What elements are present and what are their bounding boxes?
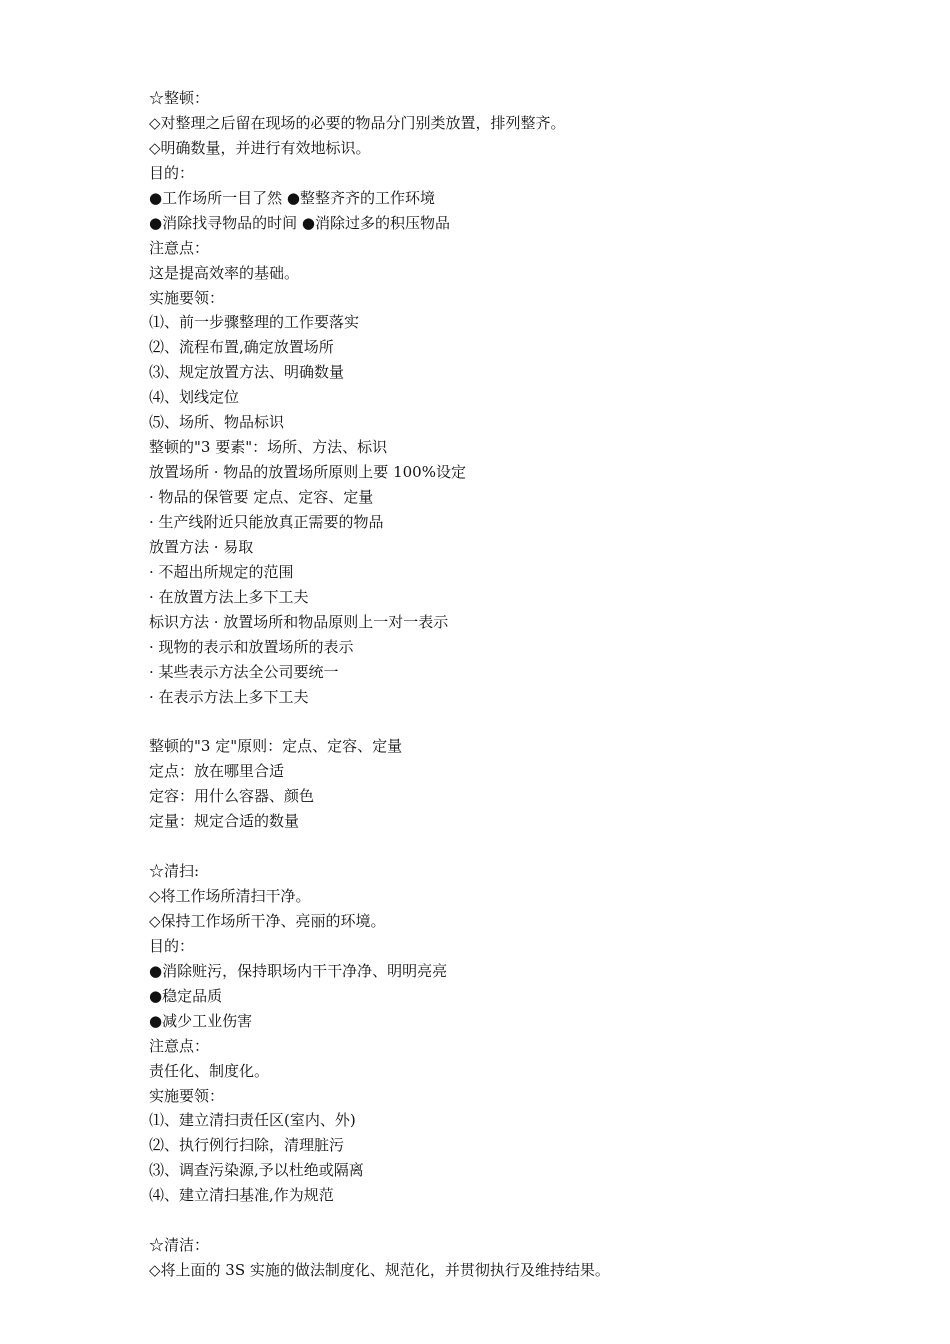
- procedure-step: ⑵、流程布置,确定放置场所: [149, 338, 334, 357]
- purpose-item: ●消除赃污，保持职场内干干净净、明明亮亮: [149, 961, 448, 980]
- procedure-label: 实施要领：: [149, 288, 225, 307]
- element-line: · 某些表示方法全公司要统一: [149, 662, 339, 681]
- element-line: 放置方法 · 易取: [149, 537, 254, 556]
- purpose-item: ●工作场所一目了然 ●整整齐齐的工作环境: [149, 188, 435, 207]
- definition-line: ◇明确数量，并进行有效地标识。: [149, 138, 371, 157]
- purpose-label: 目的：: [149, 163, 195, 182]
- section-heading-seiton: ☆整顿：: [149, 89, 210, 107]
- section-heading-seiketsu: ☆清洁：: [149, 1236, 210, 1255]
- procedure-step: ⑸、场所、物品标识: [149, 413, 285, 432]
- procedure-step: ⑶、规定放置方法、明确数量: [149, 363, 345, 382]
- element-line: · 生产线附近只能放真正需要的物品: [149, 512, 384, 531]
- procedure-label: 实施要领：: [149, 1086, 225, 1105]
- notes-text: 责任化、制度化。: [149, 1061, 270, 1080]
- procedure-step: ⑷、建立清扫基准,作为规范: [149, 1186, 334, 1205]
- element-line: 标识方法 · 放置场所和物品原则上一对一表示: [149, 612, 449, 631]
- procedure-step: ⑴、建立清扫责任区(室内、外): [149, 1111, 356, 1130]
- principle-line: 定量：规定合适的数量: [149, 812, 300, 831]
- procedure-step: ⑵、执行例行扫除，清理脏污: [149, 1136, 345, 1155]
- notes-label: 注意点：: [149, 1036, 210, 1055]
- section-heading-seiso: ☆清扫:: [149, 862, 200, 881]
- element-line: · 现物的表示和放置场所的表示: [149, 637, 354, 656]
- principle-line: 定点：放在哪里合适: [149, 762, 285, 781]
- purpose-item: ●稳定品质: [149, 986, 223, 1005]
- notes-label: 注意点：: [149, 238, 210, 257]
- element-line: · 物品的保管要 定点、定容、定量: [149, 488, 374, 506]
- blank-line: [149, 709, 909, 734]
- purpose-item: ●消除找寻物品的时间 ●消除过多的积压物品: [149, 213, 450, 232]
- element-line: 放置场所 · 物品的放置场所原则上要 100%设定: [149, 463, 466, 482]
- notes-text: 这是提高效率的基础。: [149, 263, 300, 282]
- purpose-item: ●减少工业伤害: [149, 1011, 253, 1030]
- procedure-step: ⑷、划线定位: [149, 388, 240, 407]
- definition-line: ◇对整理之后留在现场的必要的物品分门别类放置，排列整齐。: [149, 113, 566, 132]
- definition-line: ◇将上面的 3S 实施的做法制度化、规范化，并贯彻执行及维持结果。: [149, 1261, 610, 1280]
- three-fixed-heading: 整顿的"3 定"原则：定点、定容、定量: [149, 737, 403, 756]
- blank-line: [149, 834, 909, 859]
- principle-line: 定容：用什么容器、颜色: [149, 787, 315, 806]
- blank-line: [149, 1208, 909, 1233]
- definition-line: ◇保持工作场所干净、亮丽的环境。: [149, 911, 386, 930]
- element-line: · 在放置方法上多下工夫: [149, 587, 309, 606]
- three-elements-heading: 整顿的"3 要素"：场所、方法、标识: [149, 438, 388, 457]
- document-body: [149, 86, 909, 1283]
- element-line: · 不超出所规定的范围: [149, 562, 294, 581]
- element-line: · 在表示方法上多下工夫: [149, 687, 309, 706]
- procedure-step: ⑴、前一步骤整理的工作要落实: [149, 313, 360, 332]
- procedure-step: ⑶、调查污染源,予以杜绝或隔离: [149, 1161, 364, 1180]
- definition-line: ◇将工作场所清扫干净。: [149, 887, 311, 905]
- purpose-label: 目的：: [149, 936, 195, 955]
